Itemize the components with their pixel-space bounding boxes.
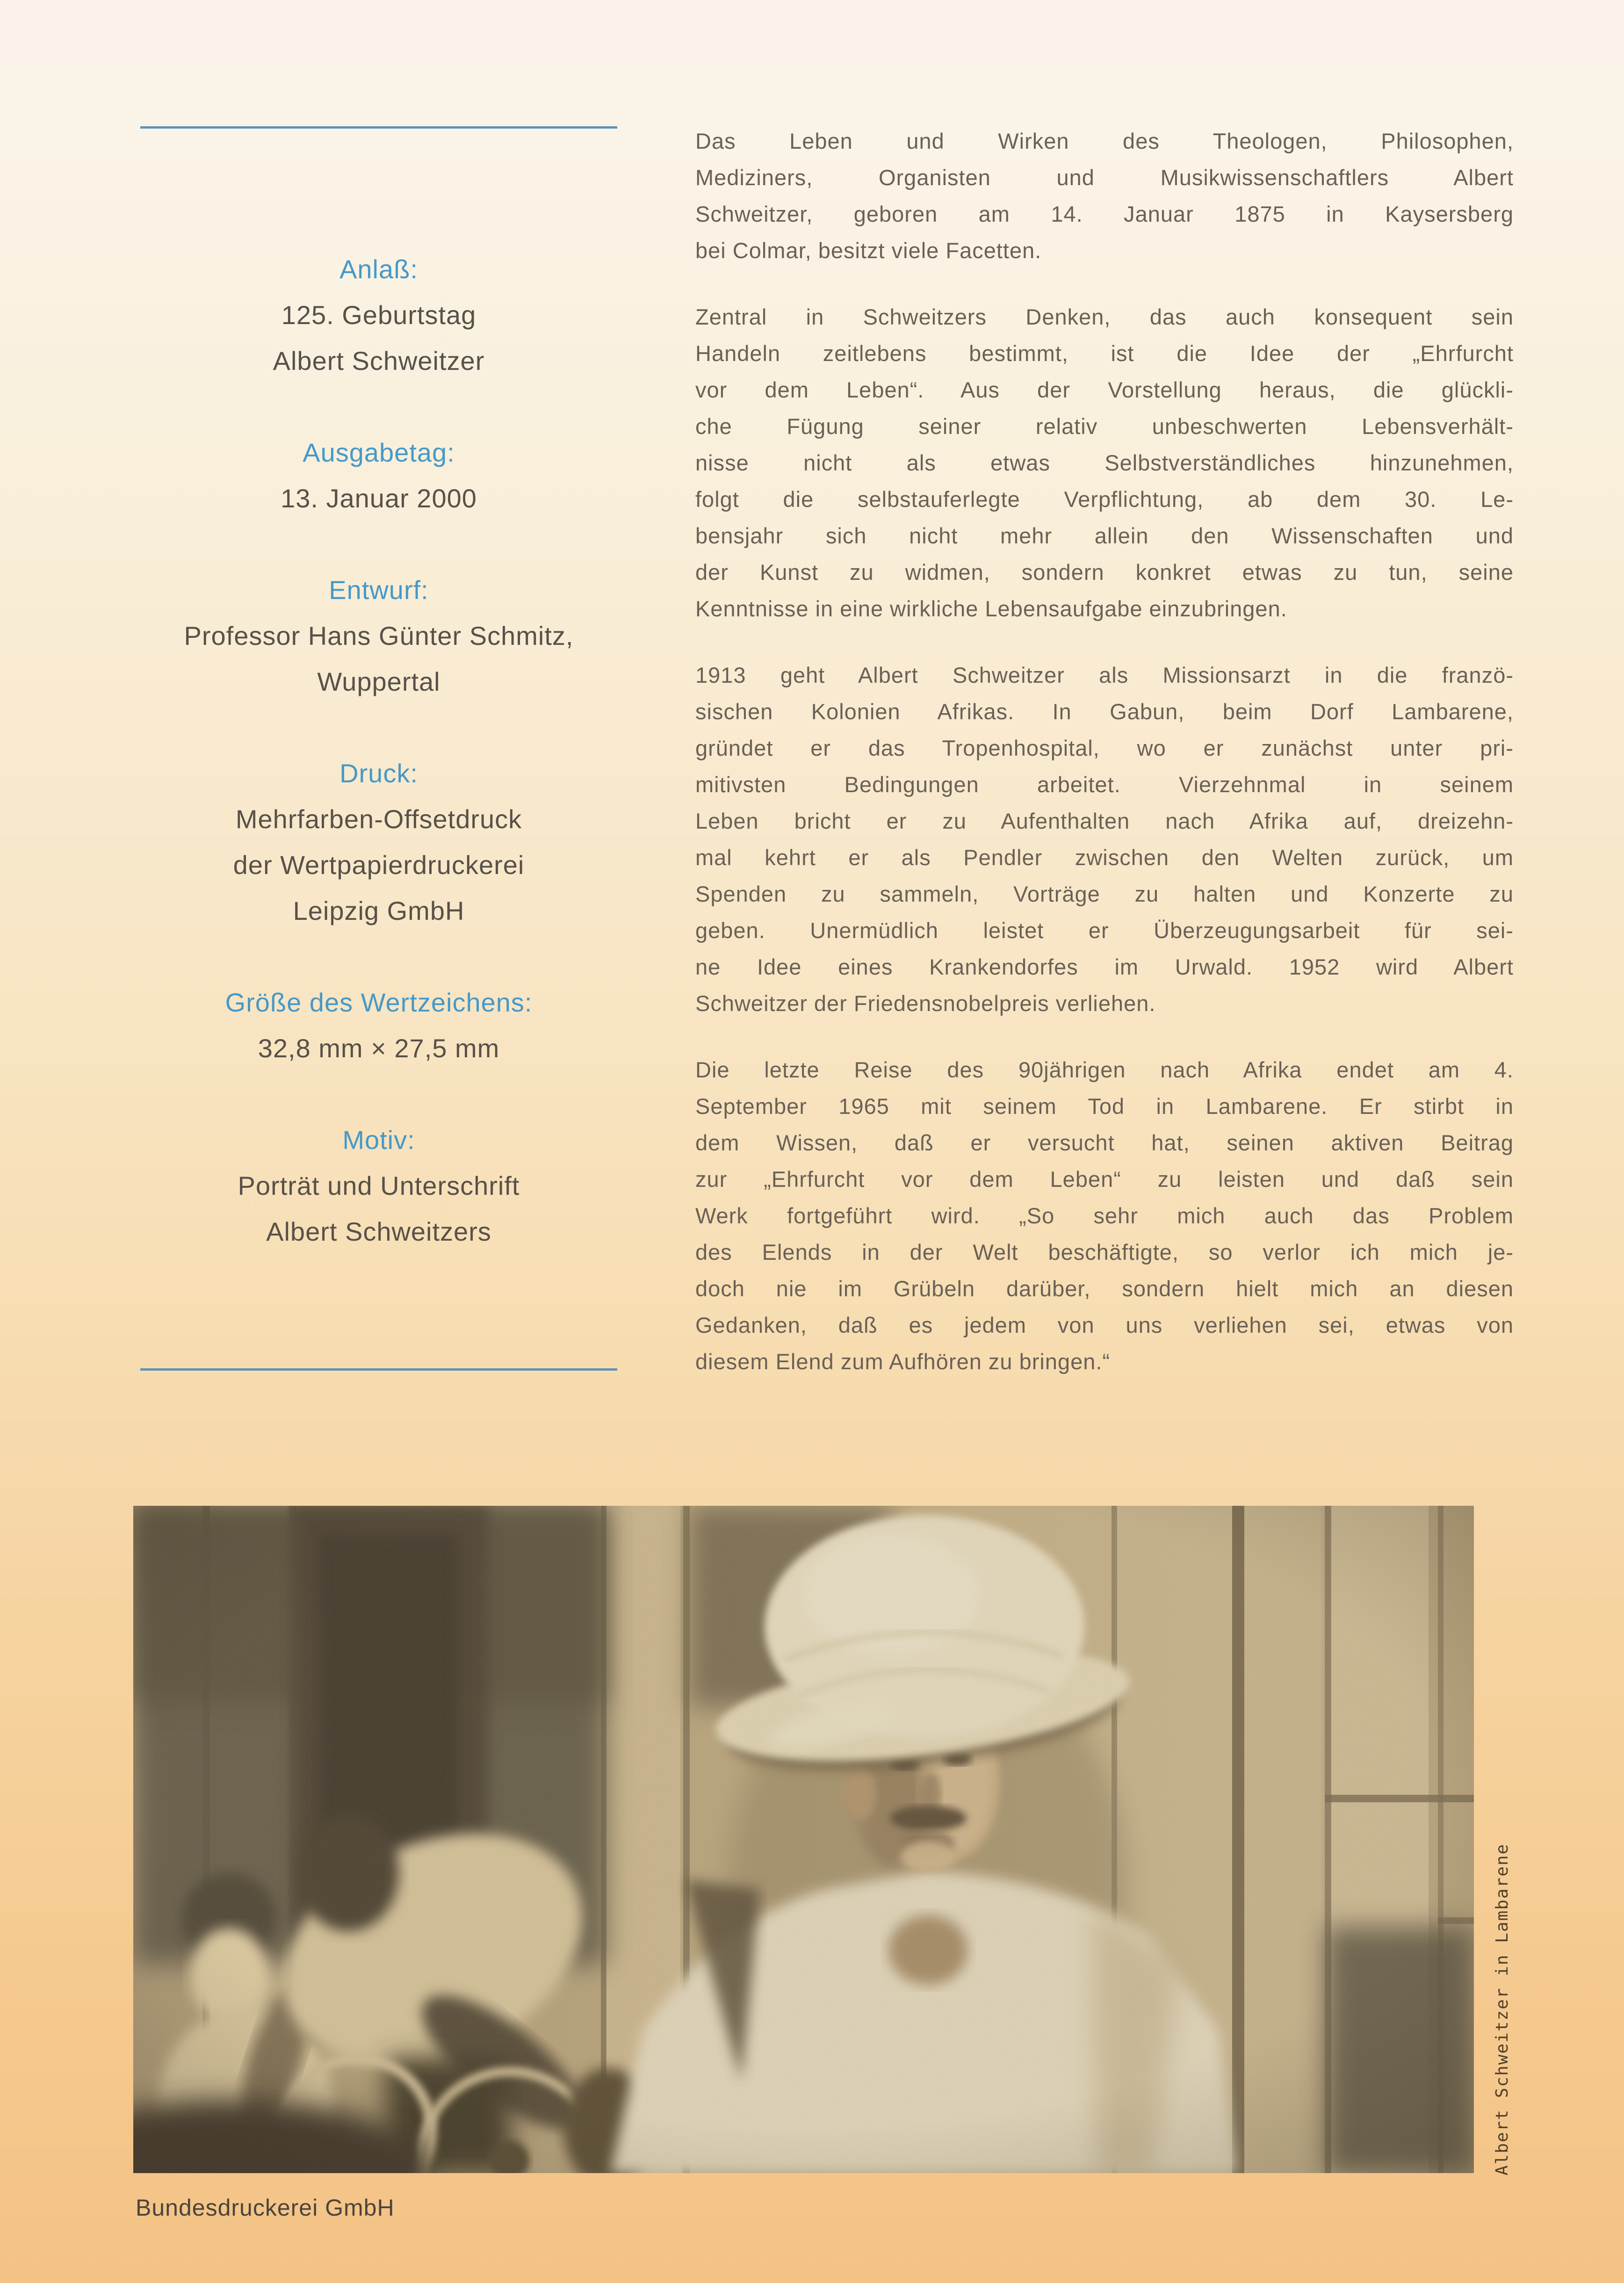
paragraph xyxy=(695,299,1514,627)
photo-albert-schweitzer xyxy=(133,1506,1474,2173)
sidebar-group xyxy=(51,1117,706,1255)
body-text-line: Handeln zeitlebens bestimmt, ist die Idee der „Ehrfurcht xyxy=(695,341,1514,366)
body-text-line: Die letzte Reise des 90jährigen nach Afrika endet am 4. xyxy=(695,1057,1514,1082)
sidebar-group-line: 32,8 mm × 27,5 mm xyxy=(258,1033,500,1063)
body-text-line: Kenntnisse in eine wirkliche Lebensaufgabe einzubringen. xyxy=(695,596,1287,621)
body-text-line: zur „Ehrfurcht vor dem Leben“ zu leisten und daß sein xyxy=(695,1167,1514,1192)
sidebar-group-label: Motiv: xyxy=(342,1125,415,1155)
sidebar-group-line: Porträt und Unterschrift xyxy=(238,1171,520,1200)
body-text-line: sischen Kolonien Afrikas. In Gabun, beim Dorf Lambarene, xyxy=(695,699,1514,724)
sidebar-group-line: Mehrfarben-Offsetdruck xyxy=(235,804,522,834)
sidebar-group-label: Anlaß: xyxy=(339,254,418,284)
sidebar-group-line: der Wertpapierdruckerei xyxy=(233,850,525,880)
schweitzer-photo-illustration xyxy=(133,1506,1474,2173)
sidebar-group-label: Entwurf: xyxy=(329,575,429,605)
publisher-imprint: Bundesdruckerei GmbH xyxy=(136,2195,395,2221)
body-text-line: Leben bricht er zu Aufenthalten nach Afrika auf, dreizehn- xyxy=(695,809,1514,833)
sidebar-group xyxy=(51,751,706,934)
body-text-line: vor dem Leben“. Aus der Vorstellung heraus, die glückli- xyxy=(695,377,1514,402)
body-text-line: folgt die selbstauferlegte Verpflichtung, ab dem 30. Le- xyxy=(695,487,1514,512)
sidebar-group-line: Albert Schweitzer xyxy=(273,346,485,376)
body-text-line: der Kunst zu widmen, sondern konkret etwas zu tun, seine xyxy=(695,560,1514,585)
body-text-line: September 1965 mit seinem Tod in Lambarene. Er stirbt in xyxy=(695,1094,1514,1119)
sidebar-group xyxy=(51,430,706,521)
paragraph xyxy=(695,123,1514,269)
paragraph xyxy=(695,1052,1514,1380)
sidebar-group-label: Druck: xyxy=(339,759,418,788)
body-text-line: diesem Elend zum Aufhören zu bringen.“ xyxy=(695,1349,1111,1374)
sidebar-group-line: 13. Januar 2000 xyxy=(281,484,477,513)
body-text-line: Schweitzer, geboren am 14. Januar 1875 in Kaysersberg xyxy=(695,202,1514,226)
body-text-line: ne Idee eines Krankendorfes im Urwald. 1952 wird Albert xyxy=(695,954,1514,979)
body-text-line: geben. Unermüdlich leistet er Überzeugungsarbeit für sei- xyxy=(695,918,1514,943)
body-text-line: mitivsten Bedingungen arbeitet. Vierzehnmal in seinem xyxy=(695,772,1514,797)
sidebar-group-line: Professor Hans Günter Schmitz, xyxy=(184,621,574,650)
body-text-line: nisse nicht als etwas Selbstverständliches hinzunehmen, xyxy=(695,450,1514,475)
sidebar-group-line: Albert Schweitzers xyxy=(266,1217,491,1246)
sidebar-group xyxy=(51,980,706,1071)
photo-caption-vertical: Albert Schweitzer in Lambarene xyxy=(1493,1843,1512,2175)
divider-top xyxy=(140,126,617,129)
sidebar-group-line: Leipzig GmbH xyxy=(293,896,465,925)
photo-vignette xyxy=(133,1506,1474,2173)
body-text-line: dem Wissen, daß er versucht hat, seinen aktiven Beitrag xyxy=(695,1130,1514,1155)
sidebar-group xyxy=(51,246,706,384)
body-text-line: mal kehrt er als Pendler zwischen den Welten zurück, um xyxy=(695,845,1514,870)
sidebar-group-line: Wuppertal xyxy=(317,667,440,696)
body-text-line: Schweitzer der Friedensnobelpreis verliehen. xyxy=(695,991,1156,1016)
body-text-line: Das Leben und Wirken des Theologen, Philosophen, xyxy=(695,129,1514,153)
body-text-line: bensjahr sich nicht mehr allein den Wissenschaften und xyxy=(695,523,1514,548)
paragraph xyxy=(695,657,1514,1022)
divider-bottom xyxy=(140,1368,617,1371)
body-text-line: che Fügung seiner relativ unbeschwerten Lebensverhält- xyxy=(695,414,1514,439)
sidebar-group-line: 125. Geburtstag xyxy=(281,300,476,330)
body-text-line: des Elends in der Welt beschäftigte, so verlor ich mich je- xyxy=(695,1240,1514,1264)
sidebar-group-label: Ausgabetag: xyxy=(303,438,455,467)
body-text-line: Spenden zu sammeln, Vorträge zu halten und Konzerte zu xyxy=(695,881,1514,906)
issue-info-sidebar xyxy=(51,246,706,1255)
body-text-line: 1913 geht Albert Schweitzer als Missionsarzt in die franzö- xyxy=(695,663,1514,687)
body-text-line: Werk fortgeführt wird. „So sehr mich auch das Problem xyxy=(695,1203,1514,1228)
body-text-line: Gedanken, daß es jedem von uns verliehen sei, etwas von xyxy=(695,1313,1514,1337)
body-text-line: gründet er das Tropenhospital, wo er zunächst unter pri- xyxy=(695,736,1514,760)
biography-text xyxy=(695,123,1514,1380)
body-text-line: Zentral in Schweitzers Denken, das auch konsequent sein xyxy=(695,304,1514,329)
body-text-line: bei Colmar, besitzt viele Facetten. xyxy=(695,238,1042,263)
body-text-line: doch nie im Grübeln darüber, sondern hielt mich an diesen xyxy=(695,1276,1514,1301)
body-text-line: Mediziners, Organisten und Musikwissenschaftlers Albert xyxy=(695,165,1514,190)
sidebar-group-label: Größe des Wertzeichens: xyxy=(225,988,533,1017)
sidebar-group xyxy=(51,567,706,705)
